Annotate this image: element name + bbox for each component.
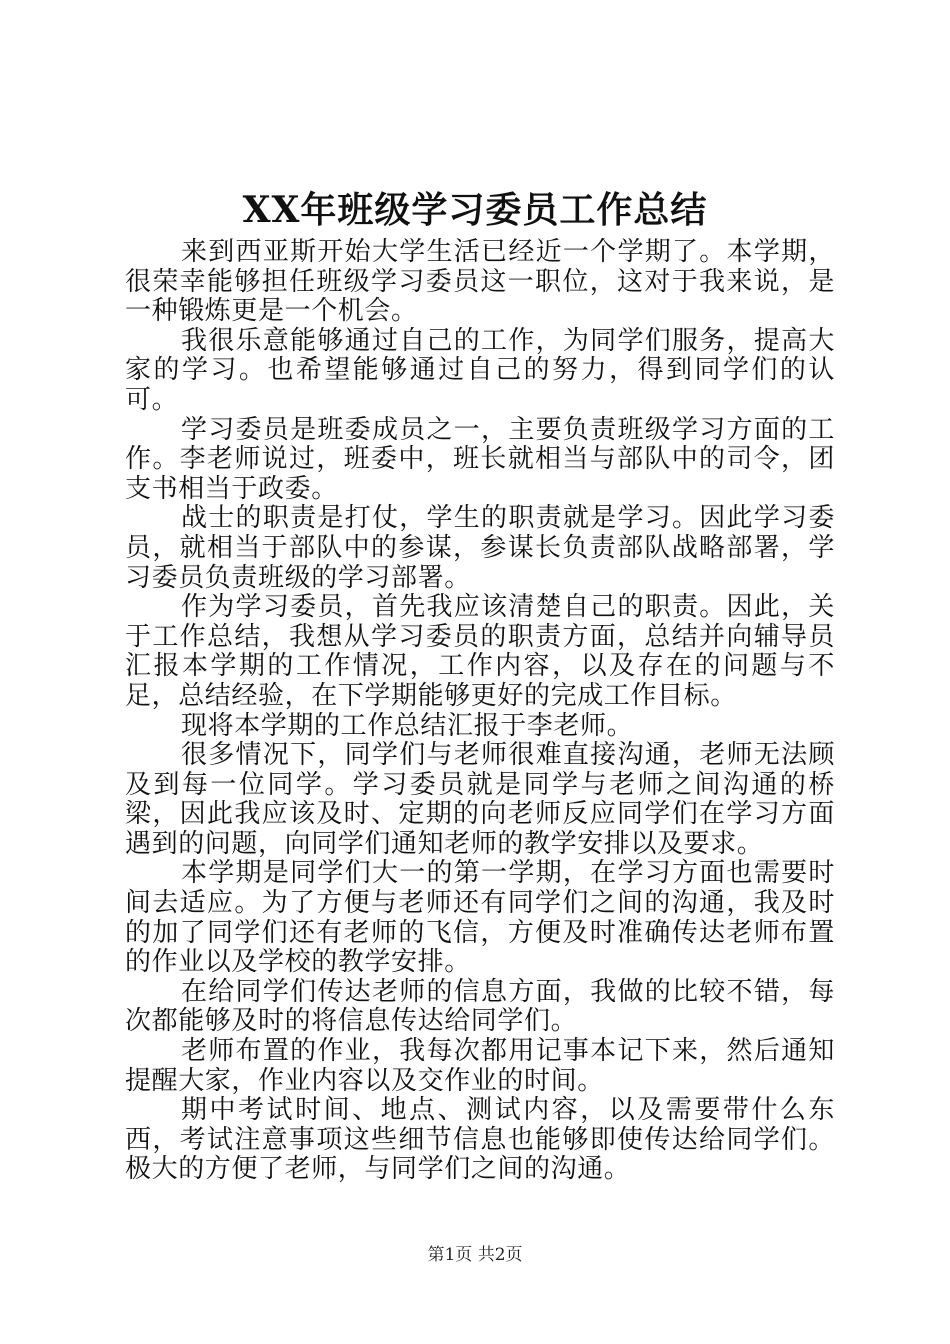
document-title: XX年班级学习委员工作总结 [242, 189, 708, 231]
paragraph: 我很乐意能够通过自己的工作，为同学们服务，提高大家的学习。也希望能够通过自己的努力，得到同学们的认可。 [125, 325, 835, 415]
paragraph: 在给同学们传达老师的信息方面，我做的比较不错，每次都能够及时的将信息传达给同学们。 [125, 976, 835, 1037]
paragraph: 作为学习委员，首先我应该清楚自己的职责。因此，关于工作总结，我想从学习委员的职责方面，总结并向辅导员汇报本学期的工作情况，工作内容，以及存在的问题与不足，总结经验，在下学期能够更好的完成工作目标。 [125, 592, 835, 711]
document-body [125, 238, 835, 1185]
paragraph: 现将本学期的工作总结汇报于李老师。 [181, 710, 634, 741]
paragraph: 很多情况下，同学们与老师很难直接沟通，老师无法顾及到每一位同学。学习委员就是同学与老师之间沟通的桥梁，因此我应该及时、定期的向老师反应同学们在学习方面遇到的问题，向同学们通知老师的教学安排以及要求。 [125, 740, 835, 859]
paragraph: 本学期是同学们大一的第一学期，在学习方面也需要时间去适应。为了方便与老师还有同学们之间的沟通，我及时的加了同学们还有老师的飞信，方便及时准确传达老师布置的作业以及学校的教学安排。 [125, 858, 835, 978]
page-footer: 第1页 共2页 [427, 1245, 523, 1265]
paragraph: 学习委员是班委成员之一，主要负责班级学习方面的工作。李老师说过，班委中，班长就相当与部队中的司令，团支书相当于政委。 [125, 414, 835, 504]
paragraph: 战士的职责是打仗，学生的职责就是学习。因此学习委员，就相当于部队中的参谋，参谋长负责部队战略部署，学习委员负责班级的学习部署。 [125, 503, 835, 593]
paragraph: 期中考试时间、地点、测试内容，以及需要带什么东西，考试注意事项这些细节信息也能够即使传达给同学们。极大的方便了老师，与同学们之间的沟通。 [125, 1095, 835, 1185]
paragraph: 老师布置的作业，我每次都用记事本记下来，然后通知提醒大家，作业内容以及交作业的时间。 [125, 1036, 835, 1096]
paragraph: 来到西亚斯开始大学生活已经近一个学期了。本学期，很荣幸能够担任班级学习委员这一职位，这对于我来说，是一种锻炼更是一个机会。 [125, 237, 835, 327]
